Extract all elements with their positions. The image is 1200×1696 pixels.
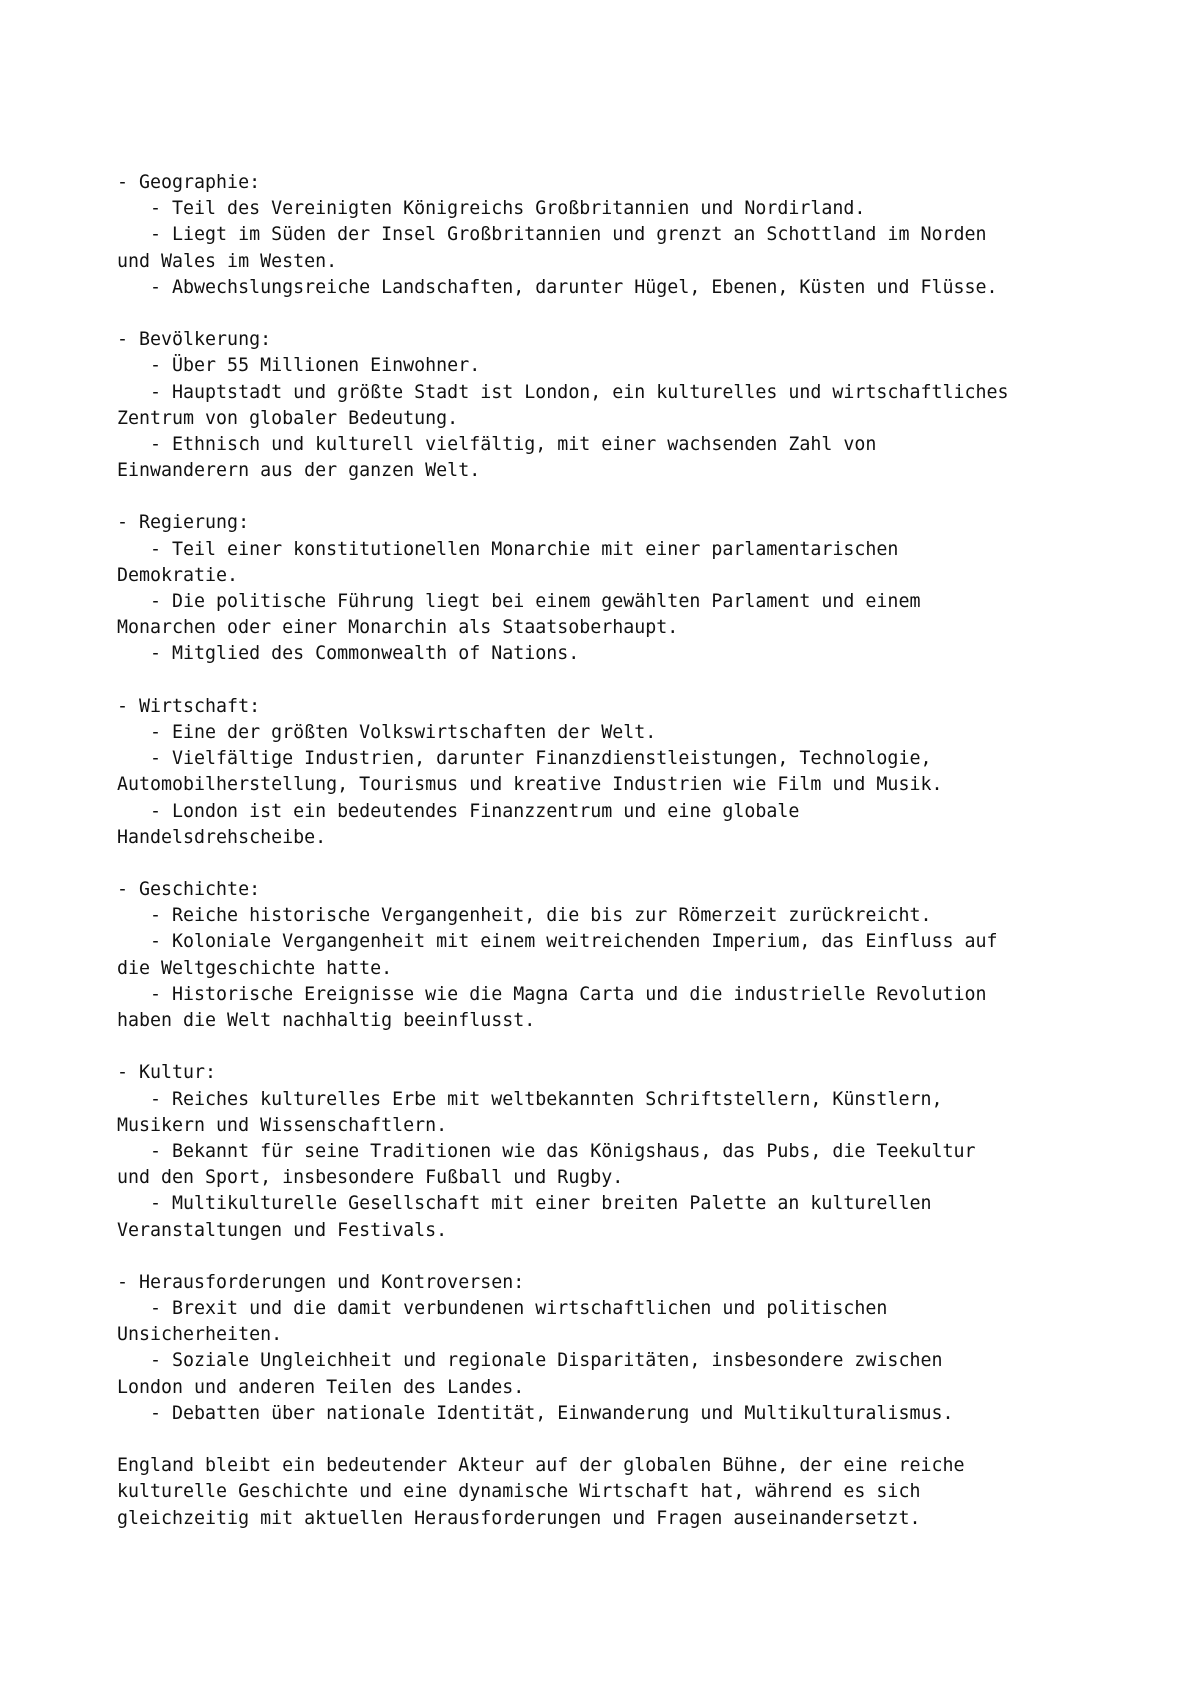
- section-heading: - Herausforderungen und Kontroversen:: [117, 1271, 525, 1293]
- summary-line: gleichzeitig mit aktuellen Herausforderungen und Fragen auseinandersetzt.: [117, 1507, 921, 1529]
- section-spacer: [117, 1427, 1097, 1453]
- bullet-line: - Bekannt für seine Traditionen wie das Königshaus, das Pubs, die Teekultur: [117, 1140, 976, 1162]
- bullet-line: - Reiche historische Vergangenheit, die bis zur Römerzeit zurückreicht.: [117, 905, 932, 927]
- bullet-line: - Koloniale Vergangenheit mit einem weitreichenden Imperium, das Einfluss auf: [117, 931, 998, 953]
- bullet-line: - Vielfältige Industrien, darunter Finanzdienstleistungen, Technologie,: [117, 748, 932, 770]
- summary-line: kulturelle Geschichte und eine dynamische Wirtschaft hat, während es sich: [117, 1481, 921, 1503]
- bullet-line: Automobilherstellung, Tourismus und kreative Industrien wie Film und Musik.: [117, 774, 943, 796]
- summary-line: England bleibt ein bedeutender Akteur auf der globalen Bühne, der eine reiche: [117, 1455, 965, 1477]
- section-heading: - Geschichte:: [117, 879, 261, 901]
- bullet-line: Zentrum von globaler Bedeutung.: [117, 407, 459, 429]
- section-heading: - Bevölkerung:: [117, 329, 272, 351]
- bullet-line: - Abwechslungsreiche Landschaften, darunter Hügel, Ebenen, Küsten und Flüsse.: [117, 276, 998, 298]
- bullet-line: - London ist ein bedeutendes Finanzzentrum und eine globale: [117, 800, 800, 822]
- bullet-line: Monarchen oder einer Monarchin als Staatsoberhaupt.: [117, 617, 679, 639]
- bullet-line: - Reiches kulturelles Erbe mit weltbekannten Schriftstellern, Künstlern,: [117, 1088, 943, 1110]
- bullet-line: Einwanderern aus der ganzen Welt.: [117, 460, 481, 482]
- bullet-line: Demokratie.: [117, 564, 239, 586]
- document-body: [117, 170, 1097, 1532]
- bullet-line: - Liegt im Süden der Insel Großbritannien und grenzt an Schottland im Norden: [117, 224, 987, 246]
- section-spacer: [117, 484, 1097, 510]
- section-heading: - Regierung:: [117, 512, 250, 534]
- section-heading: - Wirtschaft:: [117, 695, 261, 717]
- bullet-line: - Hauptstadt und größte Stadt ist London, ein kulturelles und wirtschaftliches: [117, 381, 1009, 403]
- bullet-line: - Debatten über nationale Identität, Einwanderung und Multikulturalismus.: [117, 1402, 954, 1424]
- bullet-line: - Soziale Ungleichheit und regionale Disparitäten, insbesondere zwischen: [117, 1350, 943, 1372]
- bullet-line: - Eine der größten Volkswirtschaften der Welt.: [117, 721, 657, 743]
- bullet-line: und den Sport, insbesondere Fußball und Rugby.: [117, 1167, 624, 1189]
- bullet-line: - Multikulturelle Gesellschaft mit einer breiten Palette an kulturellen: [117, 1193, 932, 1215]
- bullet-line: - Mitglied des Commonwealth of Nations.: [117, 643, 580, 665]
- bullet-line: und Wales im Westen.: [117, 250, 338, 272]
- bullet-line: - Über 55 Millionen Einwohner.: [117, 355, 481, 377]
- bullet-line: - Historische Ereignisse wie die Magna Carta und die industrielle Revolution: [117, 983, 987, 1005]
- bullet-line: haben die Welt nachhaltig beeinflusst.: [117, 1010, 536, 1031]
- section-spacer: [117, 301, 1097, 327]
- section-spacer: [117, 1034, 1097, 1060]
- section-spacer: [117, 1244, 1097, 1270]
- bullet-line: - Ethnisch und kulturell vielfältig, mit einer wachsenden Zahl von: [117, 433, 877, 455]
- section-heading: - Geographie:: [117, 172, 261, 193]
- bullet-line: - Teil einer konstitutionellen Monarchie mit einer parlamentarischen: [117, 538, 899, 560]
- bullet-line: London und anderen Teilen des Landes.: [117, 1376, 525, 1398]
- bullet-line: - Die politische Führung liegt bei einem gewählten Parlament und einem: [117, 591, 921, 612]
- bullet-line: - Teil des Vereinigten Königreichs Großbritannien und Nordirland.: [117, 198, 866, 220]
- bullet-line: die Weltgeschichte hatte.: [117, 957, 393, 979]
- bullet-line: - Brexit und die damit verbundenen wirtschaftlichen und politischen: [117, 1298, 888, 1320]
- section-spacer: [117, 851, 1097, 877]
- section-heading: - Kultur:: [117, 1062, 217, 1084]
- bullet-line: Veranstaltungen und Festivals.: [117, 1219, 448, 1241]
- bullet-line: Handelsdrehscheibe.: [117, 826, 327, 848]
- section-spacer: [117, 668, 1097, 694]
- bullet-line: Musikern und Wissenschaftlern.: [117, 1114, 448, 1136]
- bullet-line: Unsicherheiten.: [117, 1324, 283, 1346]
